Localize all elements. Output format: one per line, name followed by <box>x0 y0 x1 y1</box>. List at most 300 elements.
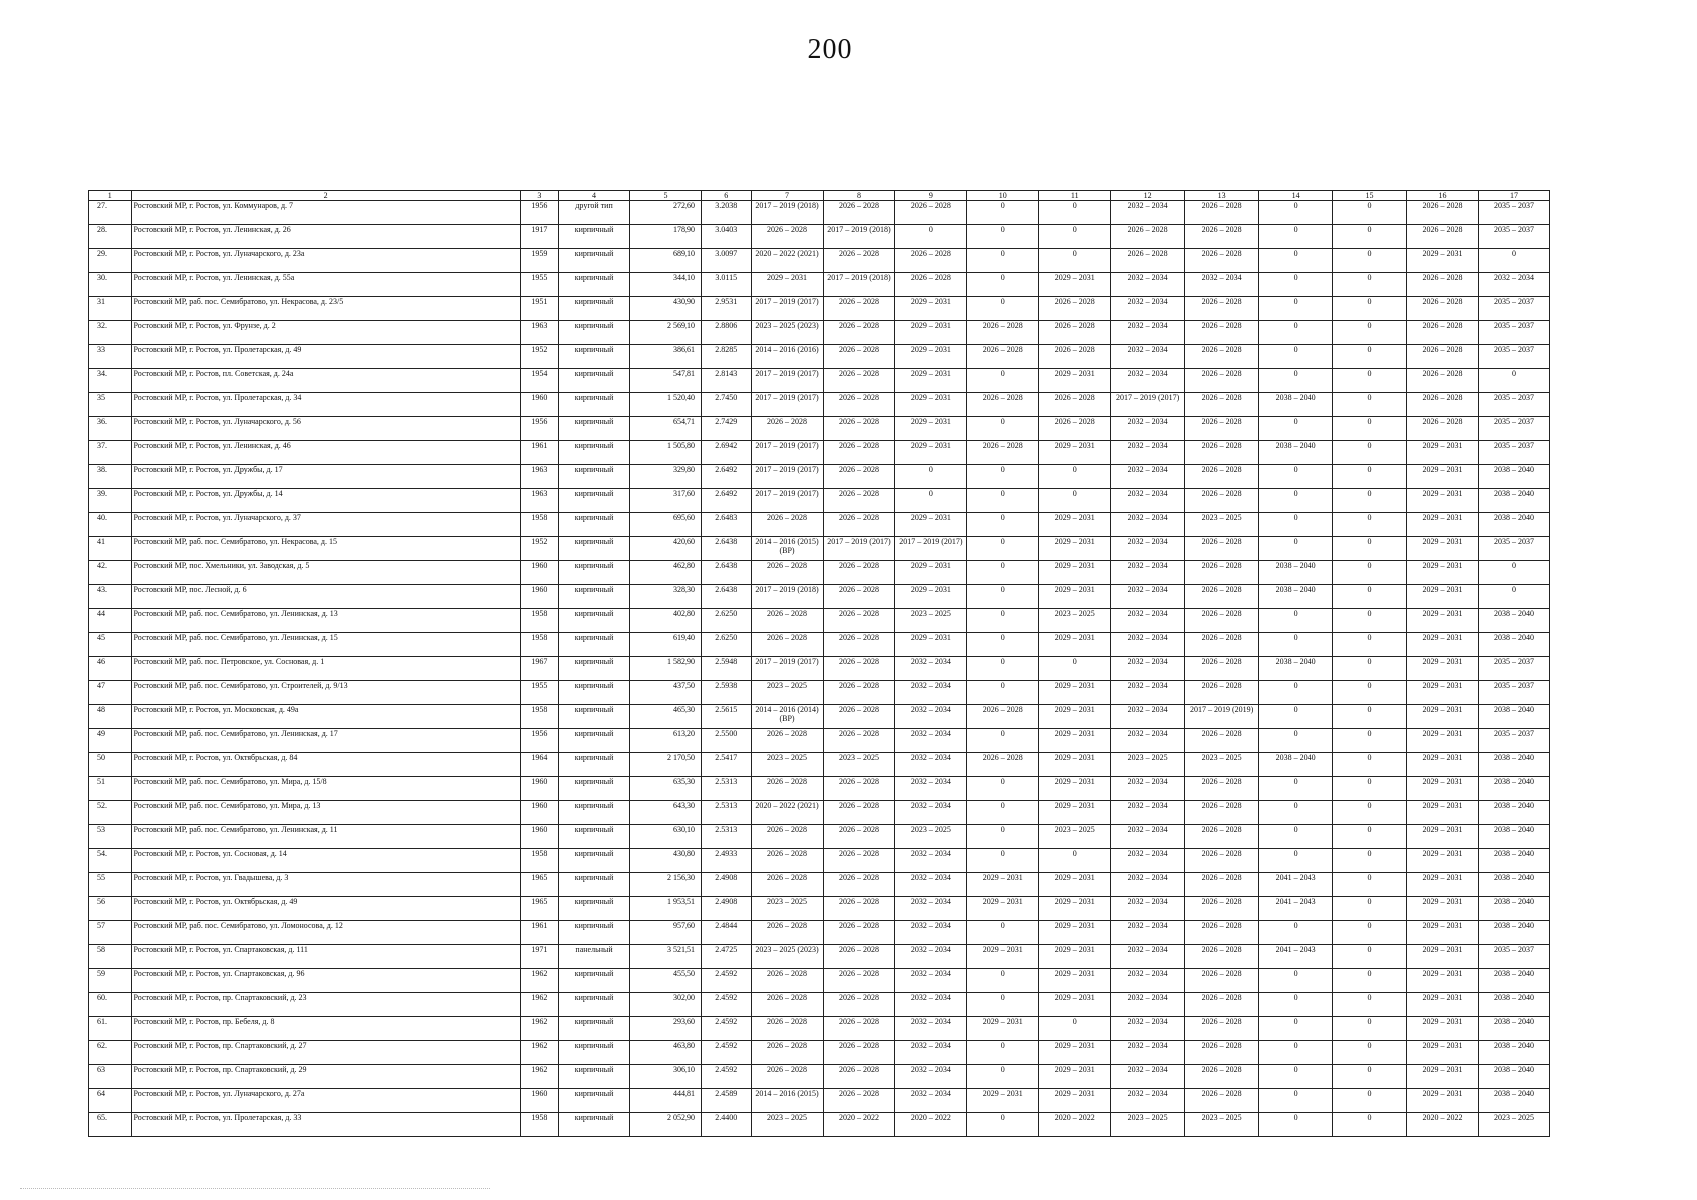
table-cell: 2032 – 2034 <box>895 801 967 825</box>
table-cell: 0 <box>1333 849 1407 873</box>
table-cell: 2020 – 2022 <box>823 1113 895 1137</box>
table-cell: кирпичный <box>559 633 630 657</box>
table-cell: 0 <box>1259 1065 1333 1089</box>
table-cell: 2017 – 2019 (2017) <box>751 657 823 681</box>
table-cell: 2026 – 2028 <box>1185 369 1259 393</box>
table-cell: 0 <box>1478 585 1549 609</box>
table-cell: 2032 – 2034 <box>895 1089 967 1113</box>
table-cell: 2029 – 2031 <box>895 369 967 393</box>
table-cell: 1965 <box>520 873 559 897</box>
table-cell: 60. <box>89 993 132 1017</box>
table-cell: 2032 – 2034 <box>895 1017 967 1041</box>
table-cell: 2032 – 2034 <box>1111 657 1185 681</box>
table-cell: 2029 – 2031 <box>967 1089 1039 1113</box>
table-cell: 2026 – 2028 <box>751 609 823 633</box>
table-cell: 2026 – 2028 <box>751 873 823 897</box>
table-cell: 2035 – 2037 <box>1478 441 1549 465</box>
table-cell: 2026 – 2028 <box>1185 777 1259 801</box>
table-cell: 2026 – 2028 <box>751 561 823 585</box>
table-cell: 2026 – 2028 <box>823 561 895 585</box>
table-cell: 0 <box>1259 681 1333 705</box>
table-cell: 2026 – 2028 <box>1039 417 1111 441</box>
table-cell: 2029 – 2031 <box>1039 369 1111 393</box>
table-cell: 0 <box>967 225 1039 249</box>
column-header: 13 <box>1185 191 1259 201</box>
table-cell: 0 <box>1333 249 1407 273</box>
table-cell: 2.5313 <box>701 777 751 801</box>
table-cell: 2026 – 2028 <box>823 465 895 489</box>
table-cell: Ростовский МР, г. Ростов, ул. Дружбы, д. 17 <box>131 465 520 489</box>
table-cell: 2026 – 2028 <box>823 873 895 897</box>
table-cell: 0 <box>1259 993 1333 1017</box>
table-cell: 2026 – 2028 <box>967 321 1039 345</box>
table-cell: 2026 – 2028 <box>823 1089 895 1113</box>
table-cell: 2026 – 2028 <box>823 921 895 945</box>
table-row <box>89 1041 1550 1065</box>
table-cell: 635,30 <box>630 777 702 801</box>
table-cell: 1962 <box>520 1017 559 1041</box>
table-cell: кирпичный <box>559 297 630 321</box>
table-cell: 0 <box>967 369 1039 393</box>
table-cell: 2038 – 2040 <box>1478 969 1549 993</box>
table-cell: Ростовский МР, раб. пос. Семибратово, ул. Некрасова, д. 23/5 <box>131 297 520 321</box>
table-cell: 2035 – 2037 <box>1478 393 1549 417</box>
table-cell: 40. <box>89 513 132 537</box>
table-cell: 2035 – 2037 <box>1478 345 1549 369</box>
table-cell: 0 <box>1259 225 1333 249</box>
column-header: 9 <box>895 191 967 201</box>
table-cell: 2032 – 2034 <box>1111 945 1185 969</box>
table-cell: 2.4589 <box>701 1089 751 1113</box>
table-cell: 2038 – 2040 <box>1259 561 1333 585</box>
table-cell: 2029 – 2031 <box>1039 1089 1111 1113</box>
table-cell: 2038 – 2040 <box>1478 921 1549 945</box>
table-cell: 2032 – 2034 <box>1111 369 1185 393</box>
table-cell: 2017 – 2019 (2017) <box>1111 393 1185 417</box>
table-cell: 2.6438 <box>701 561 751 585</box>
table-cell: кирпичный <box>559 537 630 561</box>
table-cell: 2026 – 2028 <box>823 681 895 705</box>
table-cell: Ростовский МР, г. Ростов, ул. Гвадышева, д. 3 <box>131 873 520 897</box>
table-cell: 2029 – 2031 <box>1407 1065 1479 1089</box>
table-cell: 0 <box>1333 657 1407 681</box>
table-cell: 2.7450 <box>701 393 751 417</box>
table-cell: 2.4725 <box>701 945 751 969</box>
table-cell: 2029 – 2031 <box>1407 561 1479 585</box>
table-cell: 2026 – 2028 <box>823 369 895 393</box>
table-cell: 1960 <box>520 561 559 585</box>
table-cell: кирпичный <box>559 825 630 849</box>
table-cell: 38. <box>89 465 132 489</box>
table-cell: 2038 – 2040 <box>1478 705 1549 729</box>
table-cell: 0 <box>1259 609 1333 633</box>
table-cell: 0 <box>1259 921 1333 945</box>
table-cell: Ростовский МР, г. Ростов, ул. Пролетарская, д. 33 <box>131 1113 520 1137</box>
table-cell: 2035 – 2037 <box>1478 321 1549 345</box>
table-cell: 2029 – 2031 <box>1407 633 1479 657</box>
table-cell: 2026 – 2028 <box>1039 393 1111 417</box>
table-cell: 2038 – 2040 <box>1478 1017 1549 1041</box>
table-cell: 42. <box>89 561 132 585</box>
table-cell: 2029 – 2031 <box>1039 993 1111 1017</box>
column-header: 4 <box>559 191 630 201</box>
table-cell: кирпичный <box>559 801 630 825</box>
table-cell: 2032 – 2034 <box>1111 825 1185 849</box>
table-cell: 52. <box>89 801 132 825</box>
table-cell: 2026 – 2028 <box>1407 321 1479 345</box>
table-cell: 0 <box>967 273 1039 297</box>
table-cell: 45 <box>89 633 132 657</box>
table-cell: 0 <box>967 609 1039 633</box>
table-cell: 619,40 <box>630 633 702 657</box>
table-cell: 0 <box>1259 633 1333 657</box>
table-cell: Ростовский МР, г. Ростов, ул. Пролетарская, д. 34 <box>131 393 520 417</box>
table-cell: 2032 – 2034 <box>1111 993 1185 1017</box>
table-cell: 2 052,90 <box>630 1113 702 1137</box>
table-cell: 2029 – 2031 <box>1039 705 1111 729</box>
table-row <box>89 513 1550 537</box>
table-body <box>89 201 1550 1137</box>
table-cell: 2038 – 2040 <box>1478 849 1549 873</box>
table-cell: 2.4400 <box>701 1113 751 1137</box>
table-cell: 2014 – 2016 (2016) <box>751 345 823 369</box>
table-cell: 643,30 <box>630 801 702 825</box>
table-cell: 0 <box>1259 849 1333 873</box>
table-cell: 2026 – 2028 <box>823 201 895 225</box>
table-cell: 2026 – 2028 <box>751 825 823 849</box>
table-cell: 0 <box>1333 1089 1407 1113</box>
table-cell: 2029 – 2031 <box>895 633 967 657</box>
table-cell: 65. <box>89 1113 132 1137</box>
table-cell: 0 <box>1333 993 1407 1017</box>
table-cell: 2023 – 2025 <box>1185 1113 1259 1137</box>
table-cell: 2029 – 2031 <box>1039 777 1111 801</box>
table-cell: 2029 – 2031 <box>1407 849 1479 873</box>
table-cell: 2032 – 2034 <box>895 705 967 729</box>
table-cell: 2038 – 2040 <box>1478 825 1549 849</box>
table-cell: 2023 – 2025 (2023) <box>751 945 823 969</box>
table-cell: 2029 – 2031 <box>1407 705 1479 729</box>
table-cell: 2026 – 2028 <box>823 1041 895 1065</box>
table-cell: 2041 – 2043 <box>1259 873 1333 897</box>
table-cell: 1952 <box>520 345 559 369</box>
table-cell: 2032 – 2034 <box>1111 1041 1185 1065</box>
table-cell: 2026 – 2028 <box>1185 897 1259 921</box>
table-cell: 2032 – 2034 <box>1111 417 1185 441</box>
table-cell: кирпичный <box>559 849 630 873</box>
table-cell: 0 <box>967 465 1039 489</box>
table-cell: 0 <box>967 297 1039 321</box>
table-row <box>89 945 1550 969</box>
table-cell: Ростовский МР, г. Ростов, пр. Бебеля, д. 8 <box>131 1017 520 1041</box>
table-row <box>89 537 1550 561</box>
table-row <box>89 873 1550 897</box>
table-cell: 0 <box>1039 201 1111 225</box>
table-cell: 2026 – 2028 <box>823 513 895 537</box>
table-cell: 0 <box>1333 585 1407 609</box>
table-cell: 2026 – 2028 <box>967 753 1039 777</box>
table-cell: Ростовский МР, раб. пос. Семибратово, ул. Мира, д. 15/8 <box>131 777 520 801</box>
table-cell: кирпичный <box>559 273 630 297</box>
table-cell: 2026 – 2028 <box>823 321 895 345</box>
table-cell: 2.9531 <box>701 297 751 321</box>
table-cell: Ростовский МР, г. Ростов, ул. Октябрьская, д. 84 <box>131 753 520 777</box>
table-cell: 28. <box>89 225 132 249</box>
column-header: 5 <box>630 191 702 201</box>
table-cell: кирпичный <box>559 1113 630 1137</box>
table-cell: 0 <box>1333 201 1407 225</box>
table-cell: 2.6483 <box>701 513 751 537</box>
table-cell: Ростовский МР, г. Ростов, ул. Ленинская, д. 46 <box>131 441 520 465</box>
table-cell: 2029 – 2031 <box>1039 537 1111 561</box>
table-cell: 3.0403 <box>701 225 751 249</box>
table-cell: 2029 – 2031 <box>1407 489 1479 513</box>
table-cell: 1962 <box>520 969 559 993</box>
table-cell: 2017 – 2019 (2017) <box>751 393 823 417</box>
table-cell: кирпичный <box>559 1041 630 1065</box>
table-cell: 39. <box>89 489 132 513</box>
column-header: 8 <box>823 191 895 201</box>
table-cell: 2023 – 2025 <box>1185 753 1259 777</box>
table-cell: 2032 – 2034 <box>1111 585 1185 609</box>
table-cell: 2026 – 2028 <box>823 945 895 969</box>
table-cell: 2032 – 2034 <box>1111 321 1185 345</box>
column-header: 7 <box>751 191 823 201</box>
table-cell: 2026 – 2028 <box>1185 465 1259 489</box>
table-cell: Ростовский МР, г. Ростов, пл. Советская, д. 24а <box>131 369 520 393</box>
table-row <box>89 777 1550 801</box>
table-cell: Ростовский МР, раб. пос. Семибратово, ул. Ленинская, д. 13 <box>131 609 520 633</box>
table-cell: 2.4592 <box>701 1041 751 1065</box>
table-cell: 2029 – 2031 <box>1039 441 1111 465</box>
table-cell: 2026 – 2028 <box>967 345 1039 369</box>
table-cell: 613,20 <box>630 729 702 753</box>
table-cell: 2029 – 2031 <box>1407 513 1479 537</box>
table-cell: 0 <box>967 513 1039 537</box>
table-cell: 430,90 <box>630 297 702 321</box>
table-cell: 2029 – 2031 <box>1407 585 1479 609</box>
table-cell: кирпичный <box>559 1017 630 1041</box>
table-cell: кирпичный <box>559 873 630 897</box>
table-cell: 2026 – 2028 <box>1185 249 1259 273</box>
table-cell: 0 <box>1333 969 1407 993</box>
table-cell: 2023 – 2025 <box>1039 609 1111 633</box>
table-cell: 2026 – 2028 <box>1407 393 1479 417</box>
table-cell: 0 <box>1333 609 1407 633</box>
table-cell: 1958 <box>520 513 559 537</box>
table-cell: Ростовский МР, г. Ростов, ул. Коммунаров, д. 7 <box>131 201 520 225</box>
table-cell: 465,30 <box>630 705 702 729</box>
table-cell: 0 <box>967 801 1039 825</box>
table-cell: 0 <box>967 1041 1039 1065</box>
table-cell: 1961 <box>520 441 559 465</box>
table-cell: 2032 – 2034 <box>1111 1089 1185 1113</box>
column-header: 16 <box>1407 191 1479 201</box>
table-cell: Ростовский МР, г. Ростов, пр. Спартаковский, д. 29 <box>131 1065 520 1089</box>
table-cell: 2026 – 2028 <box>823 249 895 273</box>
table-cell: 2032 – 2034 <box>1111 705 1185 729</box>
table-cell: 2032 – 2034 <box>895 753 967 777</box>
table-cell: 2026 – 2028 <box>1111 249 1185 273</box>
table-cell: кирпичный <box>559 729 630 753</box>
table-cell: 0 <box>1039 489 1111 513</box>
table-cell: Ростовский МР, г. Ростов, ул. Ленинская, д. 26 <box>131 225 520 249</box>
table-cell: 2026 – 2028 <box>1185 1089 1259 1113</box>
table-cell: 2023 – 2025 <box>1111 753 1185 777</box>
table-cell: кирпичный <box>559 657 630 681</box>
table-row <box>89 369 1550 393</box>
table-row <box>89 489 1550 513</box>
table-cell: кирпичный <box>559 969 630 993</box>
table-cell: 1967 <box>520 657 559 681</box>
table-cell: 2041 – 2043 <box>1259 945 1333 969</box>
table-cell: 3.0115 <box>701 273 751 297</box>
table-cell: 3.2038 <box>701 201 751 225</box>
table-cell: 2035 – 2037 <box>1478 537 1549 561</box>
table-cell: 2026 – 2028 <box>1185 561 1259 585</box>
table-cell: 329,80 <box>630 465 702 489</box>
table-row <box>89 273 1550 297</box>
table-cell: 2032 – 2034 <box>1111 441 1185 465</box>
table-cell: 1965 <box>520 897 559 921</box>
table-cell: 2.6250 <box>701 633 751 657</box>
table-cell: 48 <box>89 705 132 729</box>
table-cell: кирпичный <box>559 321 630 345</box>
table-cell: 2026 – 2028 <box>895 273 967 297</box>
table-cell: 2038 – 2040 <box>1478 801 1549 825</box>
table-cell: 2029 – 2031 <box>1407 921 1479 945</box>
table-cell: 2038 – 2040 <box>1259 585 1333 609</box>
table-cell: 44 <box>89 609 132 633</box>
table-cell: 0 <box>967 249 1039 273</box>
table-cell: 2014 – 2016 (2015) (ВР) <box>751 537 823 561</box>
table-cell: 32. <box>89 321 132 345</box>
table-cell: 1956 <box>520 201 559 225</box>
table-cell: 2026 – 2028 <box>967 441 1039 465</box>
table-cell: 30. <box>89 273 132 297</box>
table-cell: 2026 – 2028 <box>1185 873 1259 897</box>
table-cell: 0 <box>1333 273 1407 297</box>
table-cell: 2029 – 2031 <box>1039 969 1111 993</box>
table-cell: 50 <box>89 753 132 777</box>
table-cell: 2038 – 2040 <box>1478 609 1549 633</box>
table-cell: 2026 – 2028 <box>1185 345 1259 369</box>
table-cell: Ростовский МР, раб. пос. Петровское, ул. Сосновая, д. 1 <box>131 657 520 681</box>
column-header: 14 <box>1259 191 1333 201</box>
table-cell: 2026 – 2028 <box>1185 681 1259 705</box>
table-cell: Ростовский МР, раб. пос. Семибратово, ул. Строителей, д. 9/13 <box>131 681 520 705</box>
table-cell: 0 <box>1333 321 1407 345</box>
table-cell: 2.8285 <box>701 345 751 369</box>
table-cell: 0 <box>967 849 1039 873</box>
table-cell: 630,10 <box>630 825 702 849</box>
table-cell: 0 <box>1259 465 1333 489</box>
table-cell: 2026 – 2028 <box>1185 1065 1259 1089</box>
table-cell: 0 <box>895 225 967 249</box>
table-row <box>89 225 1550 249</box>
table-cell: 0 <box>1259 273 1333 297</box>
table-cell: Ростовский МР, г. Ростов, ул. Сосновая, д. 14 <box>131 849 520 873</box>
table-row <box>89 1065 1550 1089</box>
table-cell: 0 <box>1259 537 1333 561</box>
table-row <box>89 297 1550 321</box>
column-header: 17 <box>1478 191 1549 201</box>
table-cell: 2032 – 2034 <box>895 681 967 705</box>
table-cell: 2026 – 2028 <box>1185 633 1259 657</box>
table-cell: 2029 – 2031 <box>1407 753 1479 777</box>
table-cell: кирпичный <box>559 609 630 633</box>
table-cell: 0 <box>1333 1041 1407 1065</box>
table-row <box>89 465 1550 489</box>
table-cell: 2017 – 2019 (2018) <box>823 225 895 249</box>
table-cell: кирпичный <box>559 753 630 777</box>
table-cell: 0 <box>1259 1017 1333 1041</box>
table-row <box>89 753 1550 777</box>
table-cell: 2038 – 2040 <box>1478 513 1549 537</box>
table-cell: 2032 – 2034 <box>1111 537 1185 561</box>
table-cell: 2029 – 2031 <box>1039 897 1111 921</box>
column-header: 11 <box>1039 191 1111 201</box>
table-cell: 0 <box>1333 417 1407 441</box>
table-cell: 0 <box>1478 561 1549 585</box>
table-cell: 2029 – 2031 <box>1407 729 1479 753</box>
table-cell: 2023 – 2025 <box>1039 825 1111 849</box>
table-cell: 2026 – 2028 <box>895 201 967 225</box>
table-cell: 1 520,40 <box>630 393 702 417</box>
table-cell: 2032 – 2034 <box>1111 681 1185 705</box>
table-cell: 54. <box>89 849 132 873</box>
table-cell: 2026 – 2028 <box>1185 321 1259 345</box>
table-cell: 2026 – 2028 <box>751 777 823 801</box>
table-cell: 2029 – 2031 <box>1039 921 1111 945</box>
table-cell: Ростовский МР, пос. Лесной, д. 6 <box>131 585 520 609</box>
page-number: 200 <box>807 34 853 65</box>
table-row <box>89 441 1550 465</box>
table-cell: 2038 – 2040 <box>1478 993 1549 1017</box>
table-cell: 2029 – 2031 <box>1039 633 1111 657</box>
table-cell: кирпичный <box>559 921 630 945</box>
table-cell: 2032 – 2034 <box>895 945 967 969</box>
table-cell: 2017 – 2019 (2017) <box>895 537 967 561</box>
table-cell: 2035 – 2037 <box>1478 417 1549 441</box>
table-cell: 2.6250 <box>701 609 751 633</box>
table-cell: 2017 – 2019 (2018) <box>823 273 895 297</box>
table-cell: 0 <box>1478 369 1549 393</box>
table-cell: 2017 – 2019 (2018) <box>751 201 823 225</box>
table-cell: 317,60 <box>630 489 702 513</box>
table-cell: 2026 – 2028 <box>895 249 967 273</box>
table-cell: 2026 – 2028 <box>823 297 895 321</box>
table-cell: 2026 – 2028 <box>1407 369 1479 393</box>
table-cell: 0 <box>1333 369 1407 393</box>
table-cell: 2029 – 2031 <box>1407 825 1479 849</box>
table-cell: 1 582,90 <box>630 657 702 681</box>
table-row <box>89 609 1550 633</box>
table-cell: 420,60 <box>630 537 702 561</box>
table-cell: 2029 – 2031 <box>895 393 967 417</box>
table-cell: 2026 – 2028 <box>823 345 895 369</box>
table-cell: 2.4592 <box>701 969 751 993</box>
table-cell: 2029 – 2031 <box>1039 585 1111 609</box>
table-cell: 0 <box>1259 417 1333 441</box>
table-cell: 444,81 <box>630 1089 702 1113</box>
table-cell: 0 <box>1333 705 1407 729</box>
table-cell: 2032 – 2034 <box>895 1041 967 1065</box>
table-row <box>89 201 1550 225</box>
table-row <box>89 921 1550 945</box>
table-cell: 2026 – 2028 <box>1185 969 1259 993</box>
table-cell: 2029 – 2031 <box>1407 441 1479 465</box>
